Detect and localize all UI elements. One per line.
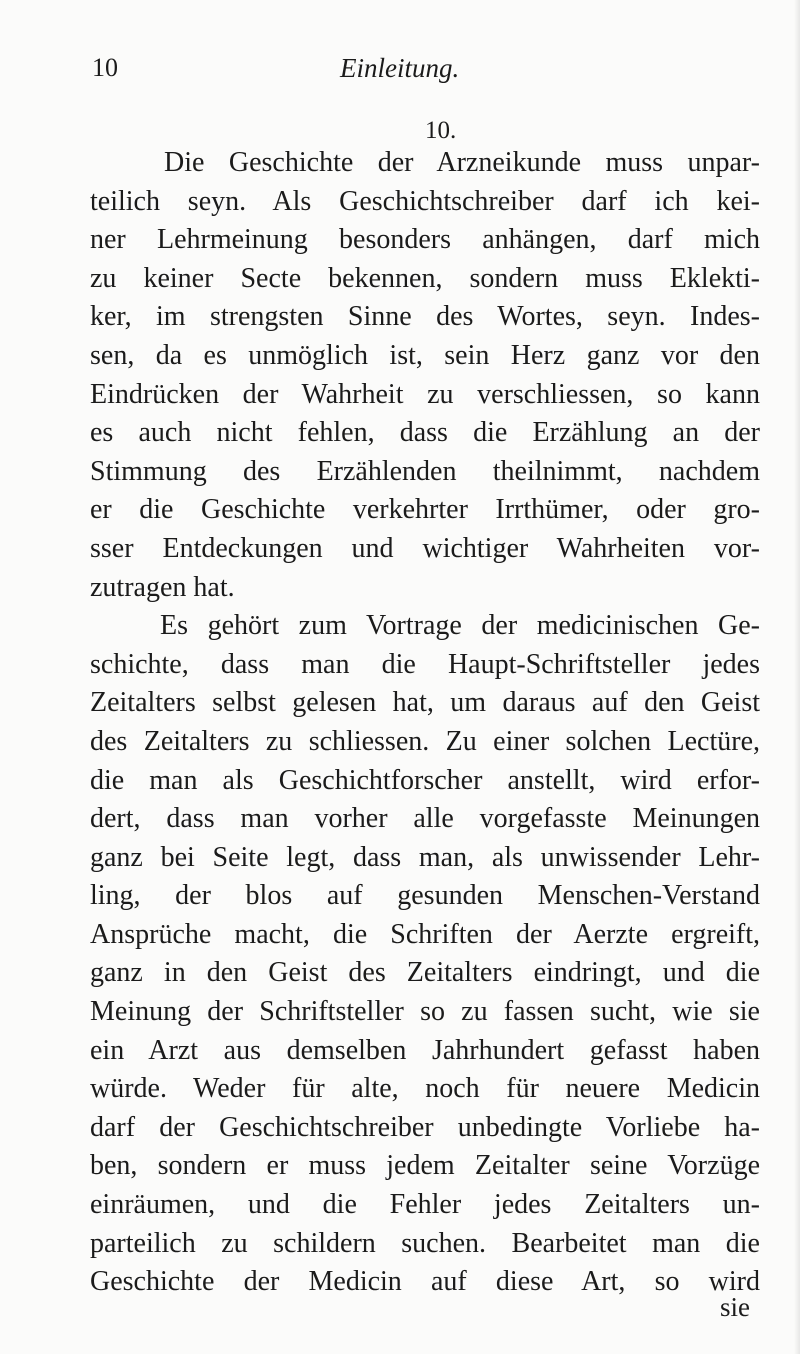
- text-line: des Zeitalters zu schliessen. Zu einer solchen Lectüre,: [90, 725, 760, 757]
- text-line: ling, der blos auf gesunden Menschen-Verstand: [90, 880, 760, 912]
- page-number: 10: [92, 53, 118, 82]
- text-line: Meinung der Schriftsteller so zu fassen sucht, wie sie: [90, 996, 760, 1028]
- text-line: es auch nicht fehlen, dass die Erzählung an der: [90, 417, 760, 449]
- text-line: parteilich zu schildern suchen. Bearbeitet man die: [90, 1227, 760, 1259]
- text-line: Eindrücken der Wahrheit zu verschliessen, so kann: [90, 378, 760, 410]
- text-line: sen, da es unmöglich ist, sein Herz ganz vor den: [90, 339, 760, 371]
- text-line: ner Lehrmeinung besonders anhängen, darf mich: [90, 224, 760, 256]
- catchword: sie: [720, 1292, 750, 1322]
- text-line: Stimmung des Erzählenden theilnimmt, nachdem: [90, 455, 760, 487]
- text-line: zu keiner Secte bekennen, sondern muss Eklekti-: [90, 262, 760, 294]
- text-line: darf der Geschichtschreiber unbedingte Vorliebe ha-: [90, 1111, 760, 1143]
- page-edge-shadow: [794, 0, 800, 1354]
- text-line: er die Geschichte verkehrter Irrthümer, oder gro-: [90, 494, 760, 526]
- text-line: sser Entdeckungen und wichtiger Wahrheiten vor-: [90, 532, 760, 564]
- text-line: ganz bei Seite legt, dass man, als unwissender Lehr-: [90, 841, 760, 873]
- text-line: ganz in den Geist des Zeitalters eindringt, und die: [90, 957, 760, 989]
- text-line: die man als Geschichtforscher anstellt, wird erfor-: [90, 764, 760, 796]
- text-line: teilich seyn. Als Geschichtschreiber darf ich kei-: [90, 185, 760, 217]
- section-number: 10.: [425, 117, 457, 144]
- text-line: einräumen, und die Fehler jedes Zeitalters un-: [90, 1189, 760, 1221]
- text-line: Es gehört zum Vortrage der medicinischen Ge-: [160, 610, 760, 642]
- text-line: würde. Weder für alte, noch für neuere Medicin: [90, 1073, 760, 1105]
- body-text: [90, 144, 760, 1302]
- text-line: ben, sondern er muss jedem Zeitalter seine Vorzüge: [90, 1150, 760, 1182]
- text-line: ein Arzt aus demselben Jahrhundert gefasst haben: [90, 1034, 760, 1066]
- text-line: ker, im strengsten Sinne des Wortes, seyn. Indes-: [90, 301, 760, 333]
- text-line: zutragen hat.: [90, 571, 235, 603]
- text-line: schichte, dass man die Haupt-Schriftsteller jedes: [90, 648, 760, 680]
- text-line: Geschichte der Medicin auf diese Art, so wird: [90, 1266, 760, 1298]
- running-head: Einleitung.: [340, 53, 460, 83]
- text-line: Ansprüche macht, die Schriften der Aerzte ergreift,: [90, 918, 760, 950]
- text-line: Zeitalters selbst gelesen hat, um daraus auf den Geist: [90, 687, 760, 719]
- text-line: dert, dass man vorher alle vorgefasste Meinungen: [90, 803, 760, 835]
- text-line: Die Geschichte der Arzneikunde muss unpar-: [164, 147, 760, 178]
